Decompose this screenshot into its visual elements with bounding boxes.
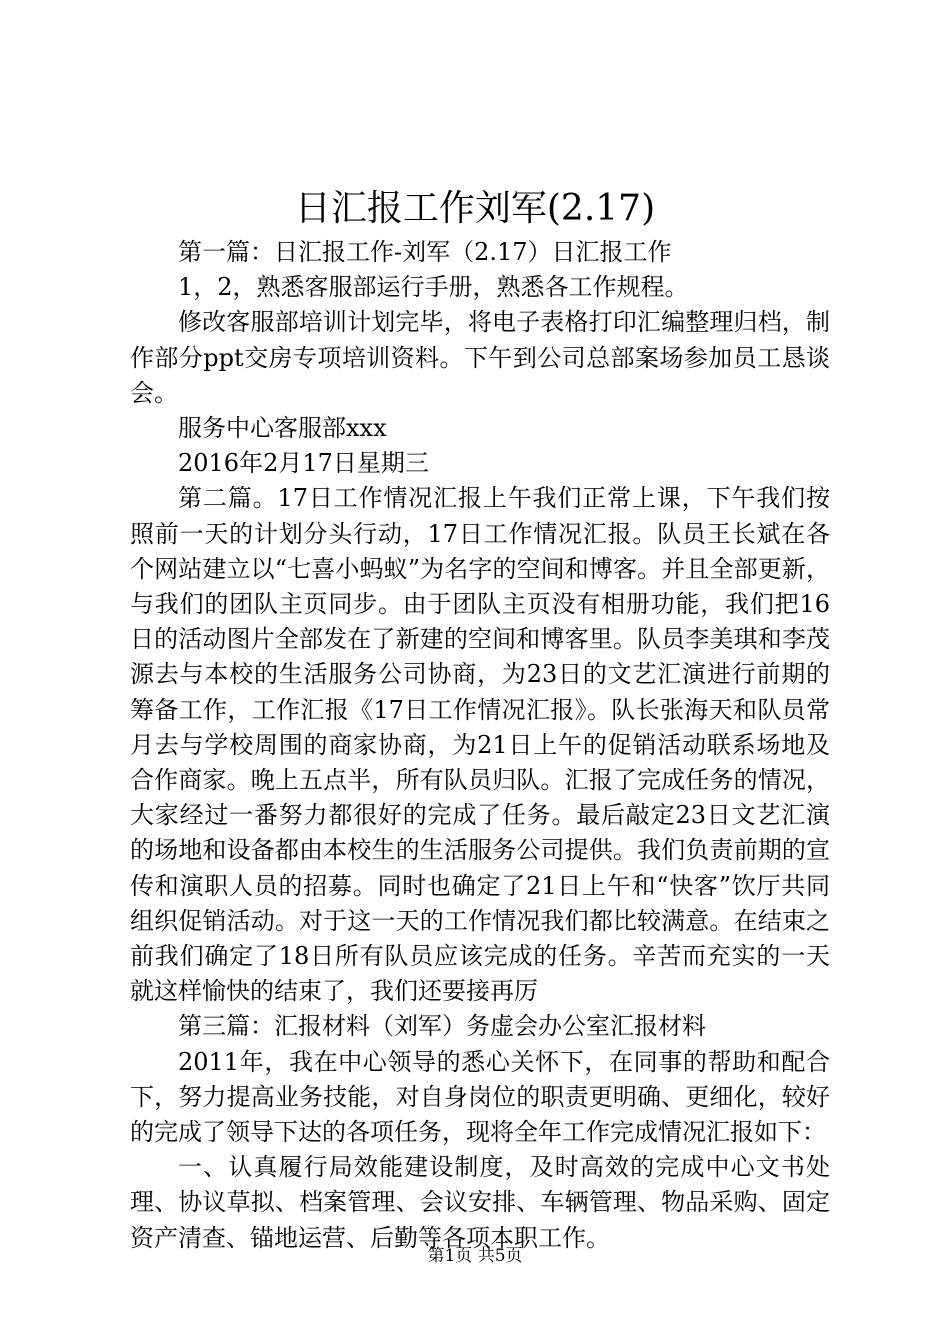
paragraph: 第三篇：汇报材料（刘军）务虚会办公室汇报材料: [178, 1012, 706, 1041]
page-indicator: 第1页 共5页: [427, 1246, 523, 1266]
paragraph: 第二篇。17日工作情况汇报上午我们正常上课，下午我们按照前一天的计划分头行动，17日工作情况汇报。队员王长斌在各个网站建立以“七喜小蚂蚁”为名字的空间和博客。并且全部更新，与我们的团队主页同步。由于团队主页没有相册功能，我们把16日的活动图片全部发在了新建的空间和博客里。队员李美琪和李茂源去与本校的生活服务公司协商，为23日的文艺汇演进行前期的筹备工作，工作汇报《17日工作情况汇报》。队长张海天和队员常月去与学校周围的商家协商，为21日上午的促销活动联系场地及合作商家。晚上五点半，所有队员归队。汇报了完成任务的情况，大家经过一番努力都很好的完成了任务。最后敲定23日文艺汇演的场地和设备都由本校生的生活服务公司提供。我们负责前期的宣传和演职人员的招募。同时也确定了21日上午和“快客”饮厅共同组织促销活动。对于这一天的工作情况我们都比较满意。在结束之前我们确定了18日所有队员应该完成的任务。辛苦而充实的一天就这样愉快的结束了，我们还要接再厉: [130, 484, 830, 1006]
paragraph: 服务中心客服部xxx: [178, 414, 387, 443]
paragraph: 1，2，熟悉客服部运行手册，熟悉各工作规程。: [178, 273, 689, 302]
paragraph: 第一篇：日汇报工作-刘军（2.17）日汇报工作: [178, 238, 672, 266]
paragraph: 2016年2月17日星期三: [178, 449, 429, 478]
paragraph: 2011年，我在中心领导的悉心关怀下，在同事的帮助和配合下，努力提高业务技能，对自身岗位的职责更明确、更细化，较好的完成了领导下达的各项任务，现将全年工作完成情况汇报如下：: [130, 1047, 830, 1147]
paragraph: 一、认真履行局效能建设制度，及时高效的完成中心文书处理、协议草拟、档案管理、会议安排、车辆管理、物品采购、固定资产清查、锚地运营、后勤等各项本职工作。: [130, 1153, 830, 1252]
paragraph: 修改客服部培训计划完毕，将电子表格打印汇编整理归档，制作部分ppt交房专项培训资料。下午到公司总部案场参加员工恳谈会。: [130, 308, 830, 407]
document-body: [130, 235, 830, 1256]
page-title: 日汇报工作刘军(2.17): [294, 188, 656, 229]
